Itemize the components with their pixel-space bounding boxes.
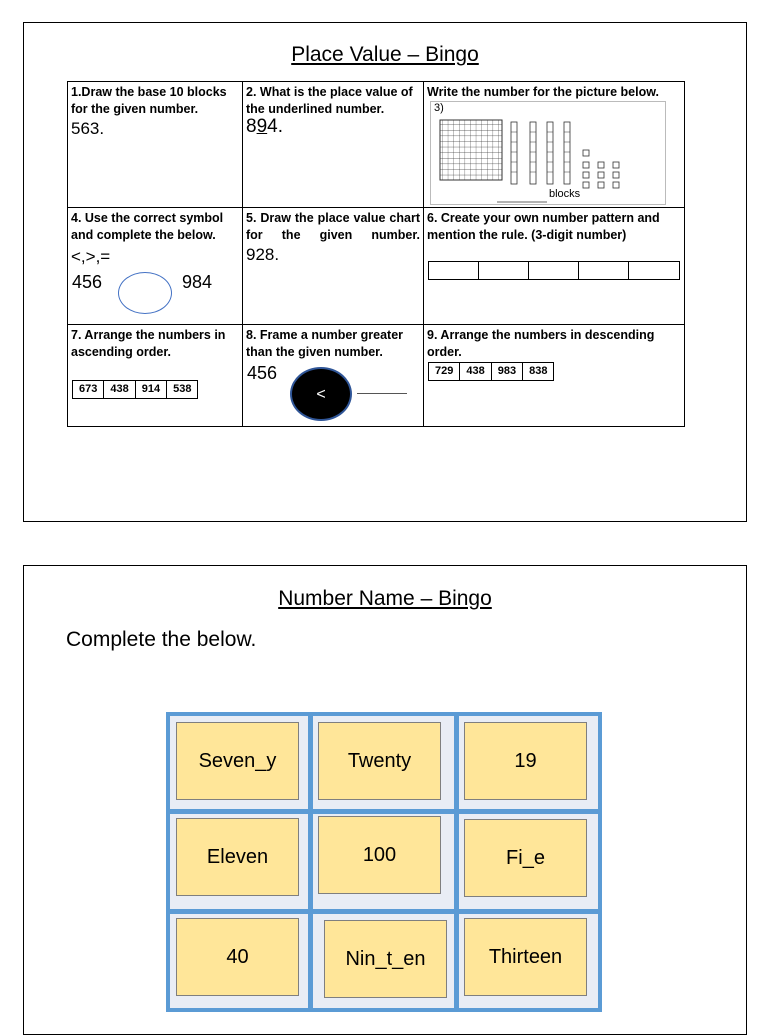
cell-1 bbox=[67, 81, 243, 208]
number-box: 914 bbox=[136, 381, 167, 398]
cell-8-value: 456 bbox=[247, 363, 278, 383]
picture-caption: blocks bbox=[549, 188, 581, 200]
cell-4-right-number: 984 bbox=[182, 272, 213, 292]
answer-line[interactable] bbox=[357, 393, 407, 394]
base-ten-blocks-icon bbox=[431, 102, 665, 204]
cell-3-question: Write the number for the picture below. bbox=[427, 85, 659, 99]
cell-9-question: 9. Arrange the numbers in descending order. bbox=[427, 328, 655, 359]
cell-5-value: 928. bbox=[246, 245, 280, 264]
bingo-cell[interactable]: 19 bbox=[464, 722, 587, 800]
answer-oval[interactable] bbox=[118, 272, 172, 314]
cell-6-question: 6. Create your own number pattern and mention the rule. (3-digit number) bbox=[427, 211, 660, 242]
cell-4-symbols: <,>,= bbox=[71, 247, 111, 266]
cell-2 bbox=[242, 81, 424, 208]
cell-1-value: 563. bbox=[71, 119, 105, 138]
number-box: 729 bbox=[429, 363, 460, 380]
cell-4-question: 4. Use the correct symbol and complete the below. bbox=[71, 211, 224, 242]
pattern-box[interactable] bbox=[629, 262, 679, 279]
number-box: 838 bbox=[529, 365, 548, 377]
cell-5-question: 5. Draw the place value chart for the given number. bbox=[246, 211, 420, 242]
pattern-box[interactable] bbox=[579, 262, 629, 279]
grid-divider bbox=[170, 909, 598, 914]
cell-6 bbox=[423, 207, 685, 325]
bingo-cell[interactable]: 40 bbox=[176, 918, 299, 996]
cell-5 bbox=[242, 207, 424, 325]
picture-label: 3) bbox=[434, 102, 444, 114]
base-ten-picture bbox=[430, 101, 666, 205]
pattern-box[interactable] bbox=[479, 262, 529, 279]
cell-4-left-number: 456 bbox=[72, 272, 103, 292]
grid-divider bbox=[308, 716, 313, 1008]
cell-2-underlined-digit: 9 bbox=[256, 116, 268, 137]
bingo-cell[interactable]: Twenty bbox=[318, 722, 441, 800]
place-value-title: Place Value – Bingo bbox=[291, 43, 479, 66]
cell-9 bbox=[423, 324, 685, 427]
instruction-text: Complete the below. bbox=[66, 628, 257, 651]
cell-1-question: 1.Draw the base 10 blocks for the given number. bbox=[71, 85, 227, 116]
cell-2-value bbox=[246, 116, 283, 137]
pattern-box[interactable] bbox=[429, 262, 479, 279]
less-than-symbol: < bbox=[290, 367, 352, 421]
cell-7 bbox=[67, 324, 243, 427]
number-box: 673 bbox=[73, 381, 104, 398]
ascending-numbers bbox=[72, 380, 198, 399]
number-box: 438 bbox=[104, 381, 135, 398]
number-box: 438 bbox=[460, 363, 491, 380]
bingo-cell[interactable]: 100 bbox=[318, 816, 441, 894]
cell-3 bbox=[423, 81, 685, 208]
descending-numbers bbox=[428, 362, 554, 381]
cell-2-value-prefix: 8 bbox=[246, 116, 257, 137]
place-value-bingo-panel bbox=[23, 22, 747, 522]
bingo-cell[interactable]: Seven_y bbox=[176, 722, 299, 800]
bingo-cell[interactable]: Thirteen bbox=[464, 918, 587, 996]
bingo-cell[interactable]: Nin_t_en bbox=[324, 920, 447, 998]
cell-2-question: 2. What is the place value of the underlined number. bbox=[246, 85, 413, 116]
cell-7-question: 7. Arrange the numbers in ascending order. bbox=[71, 328, 226, 359]
place-value-grid bbox=[67, 81, 685, 427]
pattern-boxes bbox=[428, 261, 680, 280]
bingo-cell[interactable]: Fi_e bbox=[464, 819, 587, 897]
number-name-bingo-panel bbox=[23, 565, 747, 1035]
number-box: 538 bbox=[173, 383, 192, 395]
cell-2-value-suffix: 4. bbox=[267, 116, 284, 137]
number-name-title: Number Name – Bingo bbox=[278, 587, 492, 610]
cell-8 bbox=[242, 324, 424, 427]
grid-divider bbox=[454, 716, 459, 1008]
number-name-grid bbox=[166, 712, 602, 1012]
number-box: 983 bbox=[492, 363, 523, 380]
grid-divider bbox=[170, 809, 598, 814]
bingo-cell[interactable]: Eleven bbox=[176, 818, 299, 896]
pattern-box[interactable] bbox=[529, 262, 579, 279]
cell-4 bbox=[67, 207, 243, 325]
cell-8-question: 8. Frame a number greater than the given number. bbox=[246, 328, 404, 359]
